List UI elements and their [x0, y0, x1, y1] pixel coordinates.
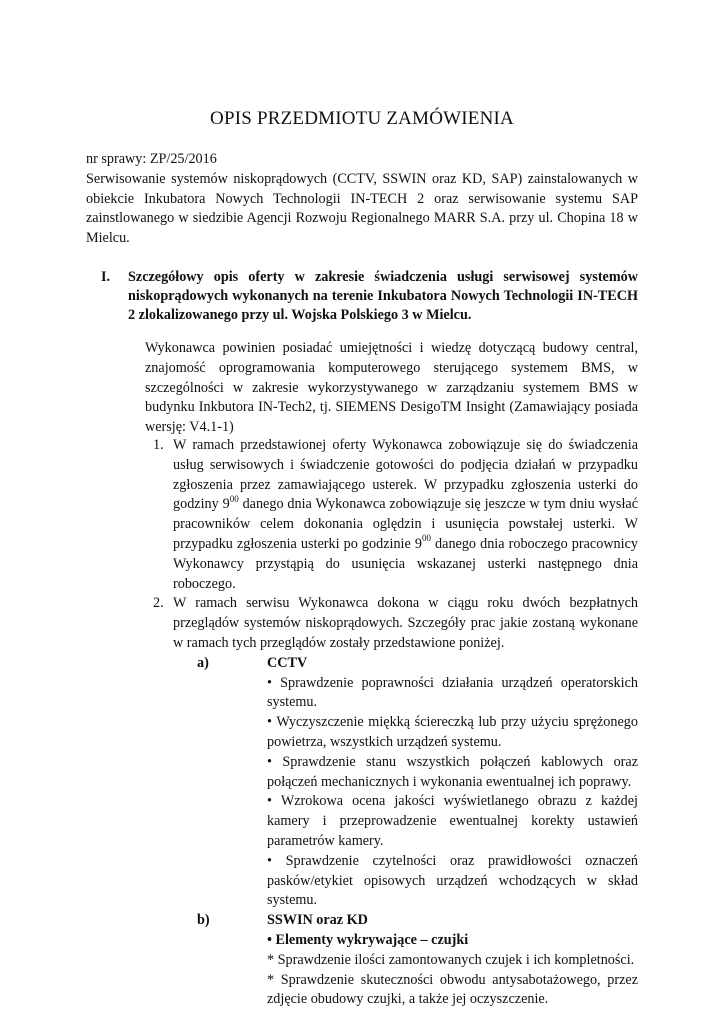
- subsection-a-title: CCTV: [267, 654, 308, 671]
- cctv-bullet: • Sprawdzenie stanu wszystkich połączeń kablowych oraz połączeń mechanicznych i wykonania ewentualnej ich poprawy.: [267, 753, 638, 790]
- hour-superscript-1: 00: [229, 493, 239, 504]
- case-number: nr sprawy: ZP/25/2016: [86, 151, 217, 167]
- sswin-bullet: * Sprawdzenie skuteczności obwodu antysabotażowego, przez zdjęcie obudowy czujki, a także jej oczyszczenie.: [267, 971, 638, 1008]
- list-item-1-part3: danego dnia roboczego pracownicy Wykonawcy przystąpią do usunięcia wskazanej usterki następnego dnia roboczego.: [173, 535, 638, 592]
- cctv-bullet: • Wzrokowa ocena jakości wyświetlanego obrazu z każdej kamery i przeprowadzenie ewentualnej korekty ustawień parametrów kamery.: [267, 793, 638, 849]
- subsection-b-bullets: [267, 931, 638, 1010]
- section-1-heading: [86, 268, 638, 326]
- cctv-bullet: • Sprawdzenie poprawności działania urządzeń operatorskich systemu.: [267, 674, 638, 711]
- subsection-b-title: SSWIN oraz KD: [267, 912, 368, 929]
- list-item-1-part2: danego dnia Wykonawca zobowiązuje się jeszcze w tym dniu wysłać pracowników celem dokonania oględzin i usunięcia powstałej usterki. W przypadku zgłoszenia usterki po godzinie 9: [173, 496, 638, 552]
- subsection-a-bullets: [267, 674, 638, 912]
- intro-block: [86, 150, 638, 249]
- list-item-2-number: 2.: [153, 595, 164, 612]
- subsection-b-letter: b): [197, 912, 210, 929]
- detectors-subheading: • Elementy wykrywające – czujki: [267, 931, 469, 948]
- section-1-paragraph: Wykonawca powinien posiadać umiejętności i wiedzę dotyczącą budowy central, znajomość oprogramowania komputerowego sterującego systemem BMS, w szczególności w zakresie wykorzystywanego w zarządzaniu systemem BMS w budynku Inkbutora IN-Tech2, tj. SIEMENS DesigoTM Insight (Zamawiający posiada wersję: V4.1-1): [145, 340, 638, 436]
- hour-superscript-2: 00: [421, 533, 431, 544]
- section-1-numeral: I.: [101, 269, 111, 285]
- list-item-1-text: [173, 436, 638, 594]
- document-title: OPIS PRZEDMIOTU ZAMÓWIENIA: [210, 108, 514, 129]
- numbered-list: [145, 436, 638, 1010]
- list-item-1-part1: W ramach przedstawionej oferty Wykonawca zobowiązuje się do świadczenia usług serwisowych i świadczenie gotowości do podjęcia działań w przypadku zgłoszenia przez zamawiającego usterek. W przypadku zgłoszenia usterki do godziny 9: [173, 437, 638, 513]
- list-item-1: [145, 436, 638, 594]
- intro-text: Serwisowanie systemów niskoprądowych (CCTV, SSWIN oraz KD, SAP) zainstalowanych w obiekcie Inkubatora Nowych Technologii IN-TECH 2 oraz serwisowanie systemu SAP zainstlowanego w siedzibie Agencji Rozwoju Regionalnego MARR S.A. przy ul. Chopina 18 w Mielcu.: [86, 170, 638, 247]
- list-item-2: [145, 594, 638, 653]
- cctv-bullet: • Sprawdzenie czytelności oraz prawidłowości oznaczeń pasków/etykiet opisowych urządzeń wchodzących w skład systemu.: [267, 852, 638, 909]
- section-1-heading-text: Szczegółowy opis oferty w zakresie świadczenia usługi serwisowej systemów niskoprądowych wykonanych na terenie Inkubatora Nowych Technologii IN-TECH 2 zlokalizowanego przy ul. Wojska Polskiego 3 w Mielcu.: [128, 269, 638, 324]
- subsection-a-letter: a): [197, 654, 209, 671]
- list-item-2-text: W ramach serwisu Wykonawca dokona w ciągu roku dwóch bezpłatnych przeglądów systemów niskoprądowych. Szczegóły prac jakie zostaną wykonane w ramach tych przeglądów zostały przedstawione poniżej.: [173, 595, 638, 651]
- subsection-b: [145, 911, 638, 1010]
- cctv-bullet: • Wyczyszczenie miękką ściereczką lub przy użyciu sprężonego powietrza, wszystkich urządzeń systemu.: [267, 714, 638, 750]
- sswin-bullet: * Sprawdzenie ilości zamontowanych czujek i ich kompletności.: [267, 951, 635, 968]
- list-item-1-number: 1.: [153, 437, 164, 453]
- subsection-a: [145, 654, 638, 911]
